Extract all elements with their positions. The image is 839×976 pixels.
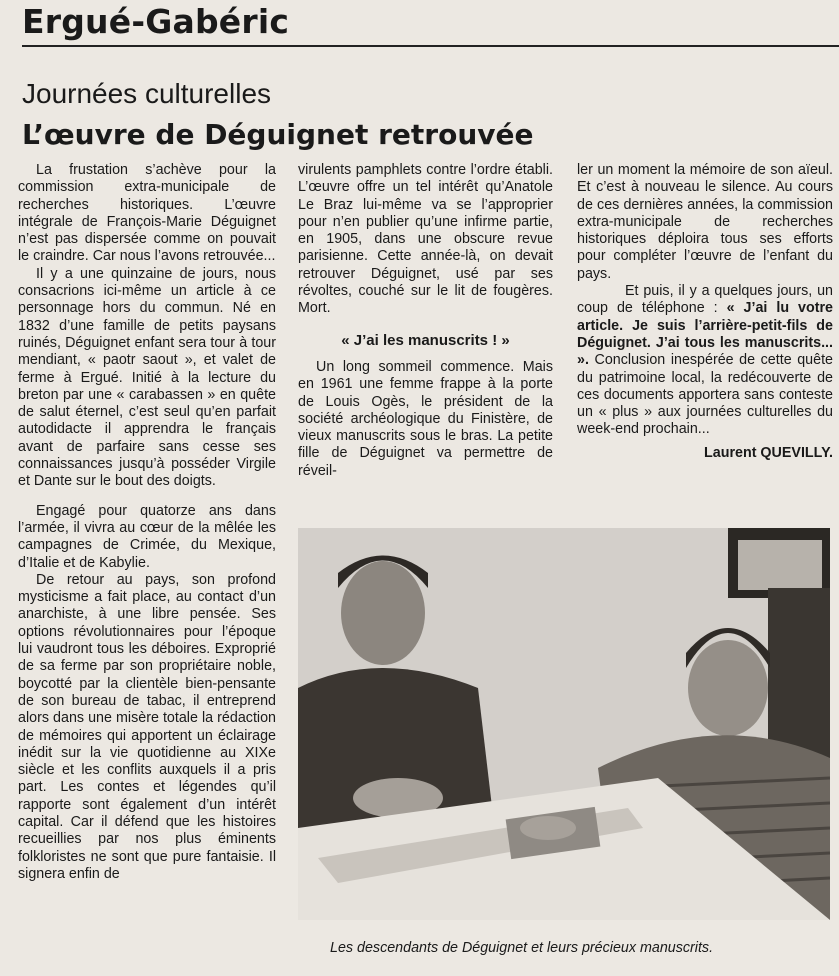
column-3	[577, 162, 833, 462]
column-2	[298, 162, 553, 480]
paragraph: La frustation s’achève pour la commission extra-municipale de recherches historiques. L’œuvre intégrale de François-Marie Déguignet n’est pas dispersée comme on pouvait le craindre. Car nous l’avons retrouvée...	[18, 162, 276, 265]
section-title: Ergué-Gabéric	[22, 2, 290, 41]
header-rule	[22, 45, 839, 47]
paragraph-text: Et puis, il y a quelques jours, un coup de téléphone :	[577, 283, 833, 317]
paragraph: De retour au pays, son profond mysticisme a fait place, au contact d’un anarchiste, à une libre pensée. Ses options révolutionnaires pour l’époque lui vaudront tous les déboires. Exproprié de sa ferme par son propriétaire noble, boycotté par la clientèle bien-pensante de son bureau de tabac, il entreprend alors dans une misère totale la rédaction de mémoires qui apportent un éclairage inédit sur la vie quotidienne au XIXe siècle et les conflits auxquels il a pris part. Les contes et légendes qu’il rapporte sont également d’un intérêt capital. Car il défend que les histoires recueillies par nos plus éminents folkloristes ne sont que pure fantaisie. Il signera enfin de	[18, 571, 276, 882]
paragraph: Un long sommeil commence. Mais en 1961 une femme frappe à la porte de Louis Ogès, le président de la société archéologique du Finistère, de vieux manuscrits sous le bras. La petite fille de Déguignet va permettre de réveil-	[298, 358, 553, 479]
paragraph	[577, 283, 833, 439]
headline: L’œuvre de Déguignet retrouvée	[22, 118, 534, 151]
photo-caption: Les descendants de Déguignet et leurs précieux manuscrits.	[330, 940, 714, 956]
kicker: Journées culturelles	[22, 78, 272, 109]
paragraph: Il y a une quinzaine de jours, nous consacrions ici-même un article à ce personnage hors du commun. Né en 1832 d’une famille de petits paysans ruinés, Déguignet enfant sera tour à tour mendiant, « paotr saout », et valet de ferme à Ergué. Initié à la lecture du breton par une « carabassen » en quête de salut éternel, c’est seul qu’en parfait autodidacte il apprendra le français avant de parfaire sans cesse ses connaissances jusqu’à posséder Virgile et Dante sur le bout des doigts.	[18, 265, 276, 490]
quote: « J’ai lu votre article. Je suis l’arrière-petit-fils de Déguignet. J’ai tous les manuscrits... ».	[577, 300, 833, 369]
paragraph: virulents pamphlets contre l’ordre établi. L’œuvre offre un tel intérêt qu’Anatole Le Braz lui-même va se l’approprier pour n’en publier qu’une infirme partie, en 1905, dans une obscure revue parisienne. Cette année-là, on devait retrouver Déguignet, usé par ses révoltes, couché sur le lit de fougères. Mort.	[298, 162, 553, 317]
paragraph: ler un moment la mémoire de son aïeul. Et c’est à nouveau le silence. Au cours de ces dernières années, la commission extra-municipale de recherches historiques déploira tous ses efforts pour compléter l’œuvre de l’enfant du pays.	[577, 162, 833, 282]
photo-illustration	[298, 528, 830, 920]
paragraph-text: Conclusion inespérée de cette quête du patrimoine local, la redécouverte de ces documents apportera sans conteste un « plus » aux journées culturelles du week-end prochain...	[577, 352, 833, 438]
paragraph: Engagé pour quatorze ans dans l’armée, il vivra au cœur de la mêlée les campagnes de Crimée, du Mexique, d’Italie et de Kabylie.	[18, 502, 276, 571]
author-byline: Laurent QUEVILLY.	[704, 444, 833, 461]
subheading: « J’ai les manuscrits ! »	[341, 331, 510, 349]
photo	[298, 528, 830, 920]
column-1	[18, 162, 276, 883]
